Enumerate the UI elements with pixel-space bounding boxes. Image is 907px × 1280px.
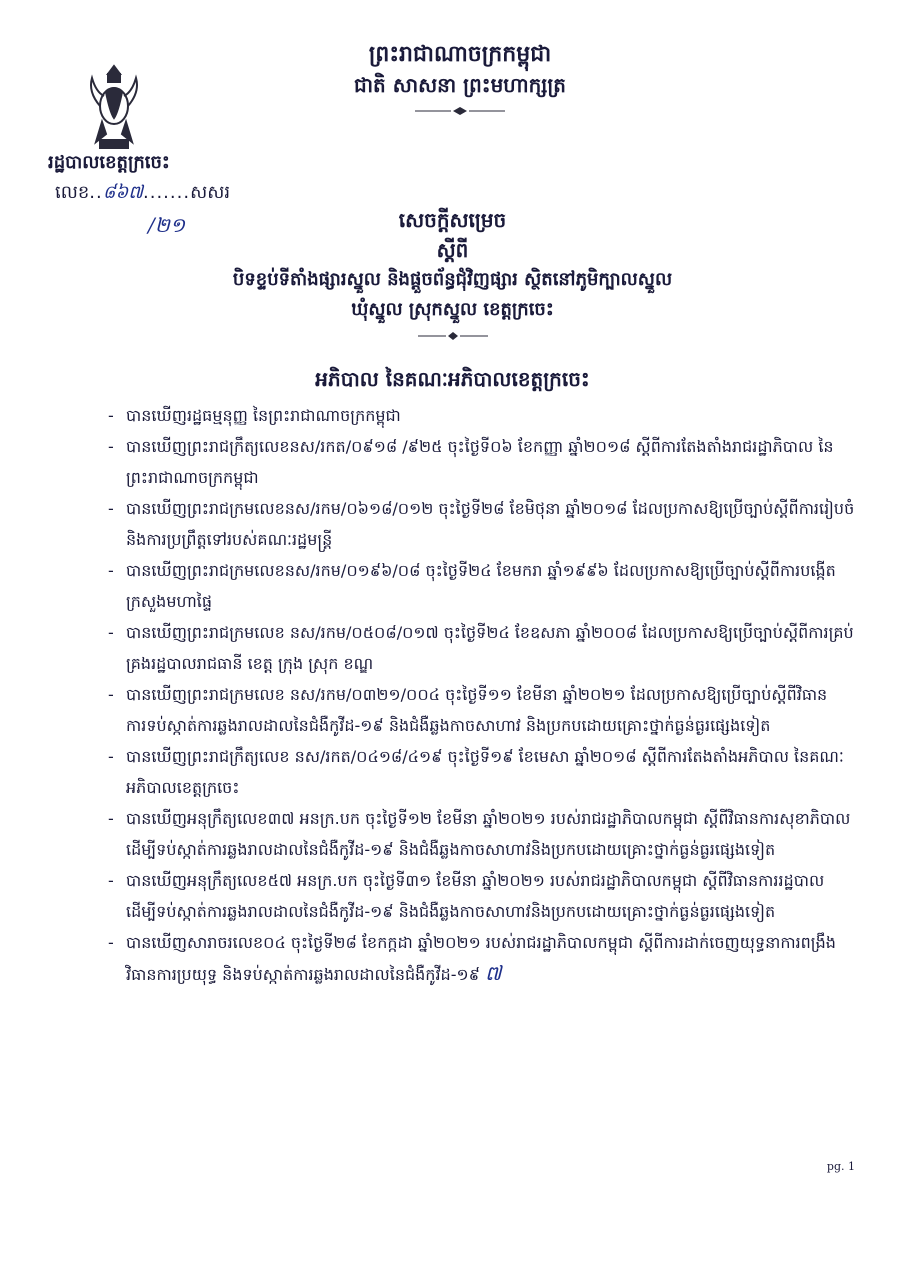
governor-heading: អភិបាល នៃគណៈអភិបាលខេត្តក្រចេះ — [315, 367, 590, 391]
considerations-list — [108, 400, 860, 990]
list-item: - បានឃើញរដ្ឋធម្មនុញ្ញ នៃព្រះរាជាណាចក្រកម្ពុជា — [108, 400, 860, 431]
kingdom-heading — [330, 40, 590, 116]
ornament-divider-icon — [418, 331, 488, 341]
list-item: - បានឃើញព្រះរាជក្រមលេខ នស/រកម/០៣២១/០០៤ ចុះថ្ងៃទី១១ ខែមីនា ឆ្នាំ២០២១ ដែលប្រកាសឱ្យប្រើច្បាប់ស្តីពីវិធានការទប់ស្កាត់ការឆ្លងរាលដាលនៃជំងឺកូវីដ-១៩ និងជំងឺឆ្លងកាចសាហាវ និងប្រកបដោយគ្រោះថ្នាក់ធ្ងន់ធ្ងរផ្សេងទៀត — [108, 679, 860, 741]
decision-subject: បិទខ្ទប់ទីតាំងផ្សារស្នួល និងផ្តួចព័ន្ធជុំវិញផ្សារ ស្ថិតនៅភូមិក្បាលស្នួល — [232, 269, 673, 290]
list-item: - បានឃើញព្រះរាជក្រមលេខនស/រកម/០៦១៨/០១២ ចុះថ្ងៃទី២៨ ខែមិថុនា ឆ្នាំ២០១៨ ដែលប្រកាសឱ្យប្រើច្បាប់ស្តីពីការរៀបចំ និងការប្រព្រឹត្តទៅរបស់គណៈរដ្ឋមន្ត្រី — [108, 493, 860, 555]
decision-location: ឃុំស្នួល ស្រុកស្នួល ខេត្តក្រចេះ — [351, 299, 554, 320]
decision-heading: សេចក្តីសម្រេច — [398, 208, 507, 232]
ref-date-handwritten: /២១ — [148, 213, 186, 237]
issuing-administration: រដ្ឋបាលខេត្តក្រចេះ — [48, 152, 170, 173]
decision-title — [120, 205, 785, 341]
list-item: - បានឃើញសារាចរលេខ០៤ ចុះថ្ងៃទី២៨ ខែកក្កដា ឆ្នាំ២០២១ របស់រាជរដ្ឋាភិបាលកម្ពុជា ស្តីពីការដាក់ចេញយុទ្ធនាការពង្រឹងវិធានការប្រយុទ្ធ និងទប់ស្កាត់ការឆ្លងរាលដាលនៃជំងឺកូវីដ-១៩ ៧ — [108, 927, 860, 990]
kingdom-motto: ជាតិ សាសនា ព្រះមហាក្សត្រ — [354, 73, 566, 97]
list-item: - បានឃើញអនុក្រឹត្យលេខ៣៧ អនក្រ.បក ចុះថ្ងៃទី១២ ខែមីនា ឆ្នាំ២០២១ របស់រាជរដ្ឋាភិបាលកម្ពុជា ស្តីពីវិធានការសុខាភិបាលដើម្បីទប់ស្កាត់ការឆ្លងរាលដាលនៃជំងឺកូវីដ-១៩ និងជំងឺឆ្លងកាចសាហាវនិងប្រកបដោយគ្រោះថ្នាក់ធ្ងន់ធ្ងរផ្សេងទៀត — [108, 803, 860, 865]
list-item: - បានឃើញព្រះរាជក្រឹត្យលេខ នស/រកត/០៤១៨/៤១៩ ចុះថ្ងៃទី១៩ ខែមេសា ឆ្នាំ២០១៨ ស្តីពីការតែងតាំងអភិបាល នៃគណៈអភិបាលខេត្តក្រចេះ — [108, 741, 860, 803]
decision-on: ស្តីពី — [436, 238, 469, 262]
handwritten-mark: ៧ — [485, 961, 502, 985]
list-item: - បានឃើញព្រះរាជក្រឹត្យលេខនស/រកត/០៩១៨ /៩២៥ ចុះថ្ងៃទី០៦ ខែកញ្ញា ឆ្នាំ២០១៨ ស្តីពីការតែងតាំងរាជរដ្ឋាភិបាល នៃព្រះរាជាណាចក្រកម្ពុជា — [108, 431, 860, 493]
ref-suffix: សសរ — [190, 182, 231, 203]
ref-number-handwritten: ៨៦៧ — [102, 182, 143, 203]
reference-number: លេខ..៨៦៧.......សសរ — [55, 182, 231, 203]
list-item: - បានឃើញព្រះរាជក្រមលេខនស/រកម/០១៩៦/០៨ ចុះថ្ងៃទី២៤ ខែមករា ឆ្នាំ១៩៩៦ ដែលប្រកាសឱ្យប្រើច្បាប់ស្តីពីការបង្កើតក្រសួងមហាផ្ទៃ — [108, 555, 860, 617]
royal-arms-emblem-icon — [82, 62, 146, 152]
list-item: - បានឃើញអនុក្រឹត្យលេខ៥៧ អនក្រ.បក ចុះថ្ងៃទី៣១ ខែមីនា ឆ្នាំ២០២១ របស់រាជរដ្ឋាភិបាលកម្ពុជា ស្តីពីវិធានការរដ្ឋបាលដើម្បីទប់ស្កាត់ការឆ្លងរាលដាលនៃជំងឺកូវីដ-១៩ និងជំងឺឆ្លងកាចសាហាវនិងប្រកបដោយគ្រោះថ្នាក់ធ្ងន់ធ្ងរផ្សេងទៀត — [108, 865, 860, 927]
ornament-divider-icon — [415, 106, 505, 116]
kingdom-title: ព្រះរាជាណាចក្រកម្ពុជា — [368, 42, 552, 67]
list-item: - បានឃើញព្រះរាជក្រមលេខ នស/រកម/០៥០៨/០១៧ ចុះថ្ងៃទី២៤ ខែឧសភា ឆ្នាំ២០០៨ ដែលប្រកាសឱ្យប្រើច្បាប់ស្តីពីការគ្រប់គ្រងរដ្ឋបាលរាជធានី ខេត្ត ក្រុង ស្រុក ខណ្ឌ — [108, 617, 860, 679]
page-number: pg. 1 — [826, 1160, 855, 1173]
ref-prefix: លេខ — [55, 182, 90, 203]
